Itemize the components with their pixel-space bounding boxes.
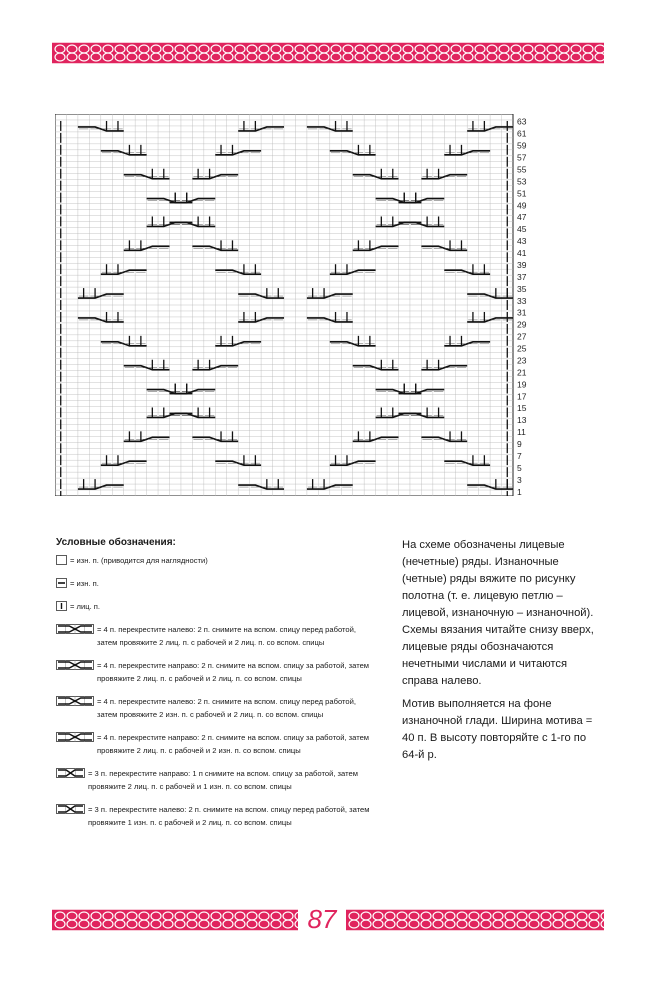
row-number-label: 5 <box>517 462 522 473</box>
legend-symbol-empty-cell-icon <box>56 555 67 565</box>
legend-symbol-cross-3-left-icon <box>56 804 85 814</box>
notes <box>402 537 602 770</box>
row-number-label: 41 <box>517 248 527 259</box>
legend-text: = 4 п. перекрестите направо: 2 п. снимите на вспом. спицу за работой, затем провяжите 2 лиц. п. с рабочей и 2 лиц. п. со вспом. спицы <box>97 661 370 683</box>
legend-text: = 4 п. перекрестите налево: 2 п. снимите на вспом. спицу перед работой, затем провяжите 2 лиц. п. с рабочей и 2 лиц. п. со вспом. спицы <box>97 625 356 647</box>
legend-text: = 3 п. перекрестите направо: 1 п снимите на вспом. спицу за работой, затем провяжите 2 лиц. п. с рабочей и 1 изн. п. со вспом. спицы <box>88 769 358 791</box>
row-number-label: 1 <box>517 486 522 496</box>
row-number-label: 25 <box>517 343 527 354</box>
row-number-label: 17 <box>517 391 527 402</box>
row-number-label: 45 <box>517 224 527 235</box>
legend-text: = лиц. п. <box>70 602 101 611</box>
row-numbers <box>517 117 527 496</box>
chart-grid <box>55 114 545 496</box>
legend-item <box>56 695 376 721</box>
legend-item <box>56 623 376 649</box>
legend-symbol-purl-dash-icon <box>56 578 67 588</box>
row-number-label: 43 <box>517 236 527 247</box>
legend-symbol-cross-4-left-purl-icon <box>56 696 94 706</box>
row-number-label: 39 <box>517 259 527 270</box>
legend <box>56 537 376 839</box>
row-number-label: 33 <box>517 295 527 306</box>
row-number-label: 9 <box>517 439 522 450</box>
row-number-label: 19 <box>517 379 527 390</box>
notes-paragraph-1: На схеме обозначены лицевые (нечетные) ряды. Изнаночные (четные) ряды вяжите по рисунку полотна (т. е. лицевую петлю – лицевой, изнаночную – изнаночной). Схемы вязания читайте снизу вверх, лицевые ряды обозначаются нечетными числами и читаются справа налево. <box>402 539 594 687</box>
legend-symbol-knit-bar-icon <box>56 601 67 611</box>
row-number-label: 15 <box>517 403 527 414</box>
legend-symbol-cross-4-right-knit-icon <box>56 660 94 670</box>
notes-paragraph-2: Мотив выполняется на фоне изнаночной глади. Ширина мотива = 40 п. В высоту повторяйте с 1-го по 64-й р. <box>402 698 593 761</box>
legend-text: = 4 п. перекрестите налево: 2 п. снимите на вспом. спицу перед работой, затем провяжите 2 изн. п. с рабочей и 2 лиц. п. со вспом. спицы <box>97 697 356 719</box>
row-number-label: 29 <box>517 319 527 330</box>
row-number-label: 35 <box>517 283 527 294</box>
legend-item <box>56 577 376 590</box>
legend-text: = 3 п. перекрестите налево: 2 п. снимите на вспом. спицу перед работой, затем провяжите 1 изн. п. с рабочей и 2 лиц. п. со вспом. спицы <box>88 805 370 827</box>
legend-item <box>56 767 376 793</box>
legend-item <box>56 731 376 757</box>
legend-symbol-cross-4-right-purl-icon <box>56 732 94 742</box>
row-number-label: 55 <box>517 164 527 175</box>
row-number-label: 31 <box>517 307 527 318</box>
knitting-chart <box>55 114 545 496</box>
legend-item <box>56 803 376 829</box>
decorative-top-border <box>52 40 604 66</box>
row-number-label: 59 <box>517 140 527 151</box>
row-number-label: 27 <box>517 331 527 342</box>
row-number-label: 51 <box>517 188 527 199</box>
row-number-label: 53 <box>517 176 527 187</box>
row-number-label: 3 <box>517 474 522 485</box>
legend-symbol-cross-3-right-icon <box>56 768 85 778</box>
legend-text: = изн. п. <box>70 579 99 588</box>
row-number-label: 13 <box>517 415 527 426</box>
legend-text: = 4 п. перекрестите направо: 2 п. снимите на вспом. спицу за работой, затем провяжите 2 лиц. п. с рабочей и 2 изн. п. со вспом. спицы <box>97 733 370 755</box>
row-number-label: 49 <box>517 200 527 211</box>
row-number-label: 61 <box>517 128 527 139</box>
legend-title: Условные обозначения: <box>56 537 176 548</box>
legend-item <box>56 659 376 685</box>
legend-text: = изн. п. (приводится для наглядности) <box>70 556 208 565</box>
legend-symbol-cross-4-left-knit-icon <box>56 624 94 634</box>
row-number-label: 7 <box>517 450 522 461</box>
legend-item <box>56 600 376 613</box>
row-number-label: 23 <box>517 355 527 366</box>
row-number-label: 21 <box>517 367 527 378</box>
legend-item <box>56 554 376 567</box>
row-number-label: 63 <box>517 116 527 127</box>
decorative-bottom-border-right <box>346 907 604 933</box>
row-number-label: 47 <box>517 212 527 223</box>
row-number-label: 57 <box>517 152 527 163</box>
page-number: 87 <box>307 904 337 934</box>
row-number-label: 11 <box>517 427 526 438</box>
row-number-label: 37 <box>517 271 527 282</box>
decorative-bottom-border-left <box>52 907 298 933</box>
